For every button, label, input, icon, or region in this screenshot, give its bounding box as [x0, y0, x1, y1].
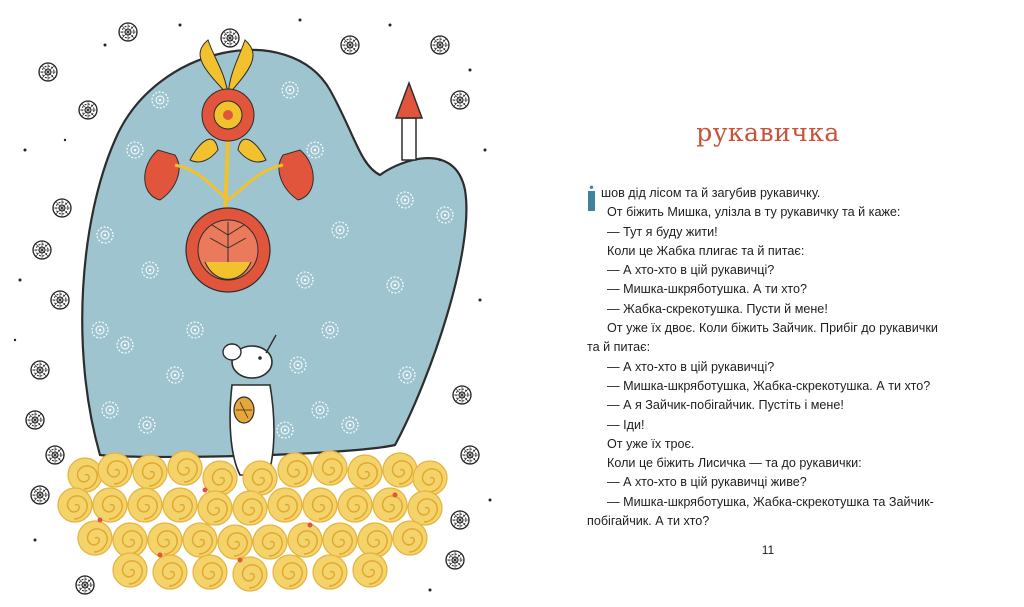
text-line: — А хто-хто в цій рукавичці живе?	[607, 475, 807, 490]
page-number: 11	[761, 543, 775, 557]
golden-clouds	[58, 451, 447, 591]
text-page	[512, 0, 1024, 602]
text-line: — А я Зайчик-побігайчик. Пустіть і мене!	[607, 398, 844, 413]
text-line: — Мишка-шкряботушка. А ти хто?	[607, 282, 808, 297]
text-line: — Іди!	[607, 417, 645, 432]
text-line: От уже їх двоє. Коли біжить Зайчик. Прибіг до рукавички	[607, 321, 938, 336]
text-line: — Мишка-шкряботушка, Жабка-скрекотушка та Зайчик-	[607, 494, 934, 509]
text-line: Коли це біжить Лисичка — та до рукавички:	[607, 456, 862, 471]
story-text	[587, 184, 955, 531]
text-line: Коли це Жабка плигає та й питає:	[607, 243, 805, 258]
text-line: — Мишка-шкряботушка, Жабка-скрекотушка. А ти хто?	[607, 378, 931, 393]
page-title: рукавичка	[696, 118, 840, 147]
text-line: — Жабка-скрекотушка. Пусти й мене!	[607, 301, 828, 316]
text-line: та й питає:	[587, 340, 651, 355]
text-line: побігайчик. А ти хто?	[587, 514, 710, 529]
text-line: От уже їх троє.	[607, 436, 695, 451]
mitten-illustration	[0, 0, 512, 602]
text-line: — А хто-хто в цій рукавичці?	[607, 359, 775, 374]
text-line: шов дід лісом та й загубив рукавичку.	[601, 186, 821, 200]
text-line: — А хто-хто в цій рукавичці?	[607, 263, 775, 278]
house-icon	[396, 83, 422, 160]
text-line: От біжить Мишка, улізла в ту рукавичку та й каже:	[607, 205, 901, 220]
text-line: — Тут я буду жити!	[607, 224, 718, 239]
